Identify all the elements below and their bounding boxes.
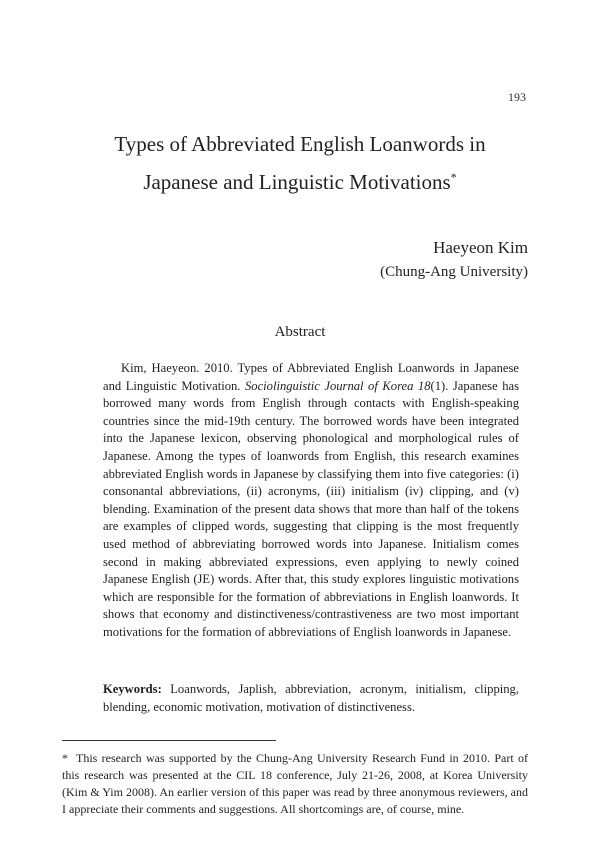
abstract-heading: Abstract (274, 324, 326, 340)
paper-title (0, 128, 600, 199)
footnote (62, 750, 528, 818)
title-line-2-text: Japanese and Linguistic Motivations (143, 170, 451, 194)
keywords-text: Loanwords, Japlish, abbreviation, acronym, initialism, clipping, blending, economic motivation, motivation of distinctiveness. (103, 682, 519, 714)
title-line-1: Types of Abbreviated English Loanwords in (114, 132, 486, 156)
author-name: Haeyeon Kim (433, 238, 528, 257)
keywords (103, 681, 519, 716)
author-block (380, 236, 528, 284)
footnote-marker: * (62, 751, 68, 765)
abstract-citation-prefix: Kim, Haeyeon. 2010. Types of Abbreviated English Loanwords in Japanese and Linguistic Motivation. (103, 361, 519, 393)
footnote-divider (62, 740, 276, 741)
footnote-text: This research was supported by the Chung-Ang University Research Fund in 2010. Part of this research was presented at the CIL 18 conference, July 21-26, 2008, at Korea University (Kim & Yim 2008). An earlier version of this paper was read by three anonymous reviewers, and I appreciate their comments and suggestions. All shortcomings are, of course, mine. (62, 751, 528, 816)
abstract-journal: Sociolinguistic Journal of Korea 18 (244, 378, 431, 393)
page-number: 193 (508, 90, 526, 104)
author-affiliation: (Chung-Ang University) (380, 264, 528, 280)
title-line-2 (0, 161, 600, 199)
abstract-text: Japanese has borrowed many words from English through contacts with English-speaking countries since the mid-19th century. The borrowed words have been integrated into the Japanese lexicon, observing phonological and morphological rules of Japanese. Among the types of loanwords from English, this research examines abbreviated English words in Japanese by classifying them into five categories: (i) consonantal abbreviations, (ii) acronyms, (iii) initialism (iv) clipping, and (v) blending. Examination of the present data shows that more than half of the tokens are examples of clipped words, suggesting that clipping is the most frequently used method of abbreviating borrowed words into Japanese. Initialism comes second in making abbreviated expressions, even applying to newly coined Japanese English (JE) words. After that, this study explores linguistic motivations which are responsible for the formation of abbreviations in English loanwords. It shows that economy and distinctiveness/contrastiveness are two most important motivations for the formation of abbreviations of English loanwords in Japanese. (103, 378, 519, 639)
title-footnote-marker: * (450, 170, 457, 184)
keywords-label: Keywords: (103, 682, 162, 696)
abstract-body (103, 360, 519, 642)
abstract-citation-suffix: (1). (430, 378, 453, 393)
